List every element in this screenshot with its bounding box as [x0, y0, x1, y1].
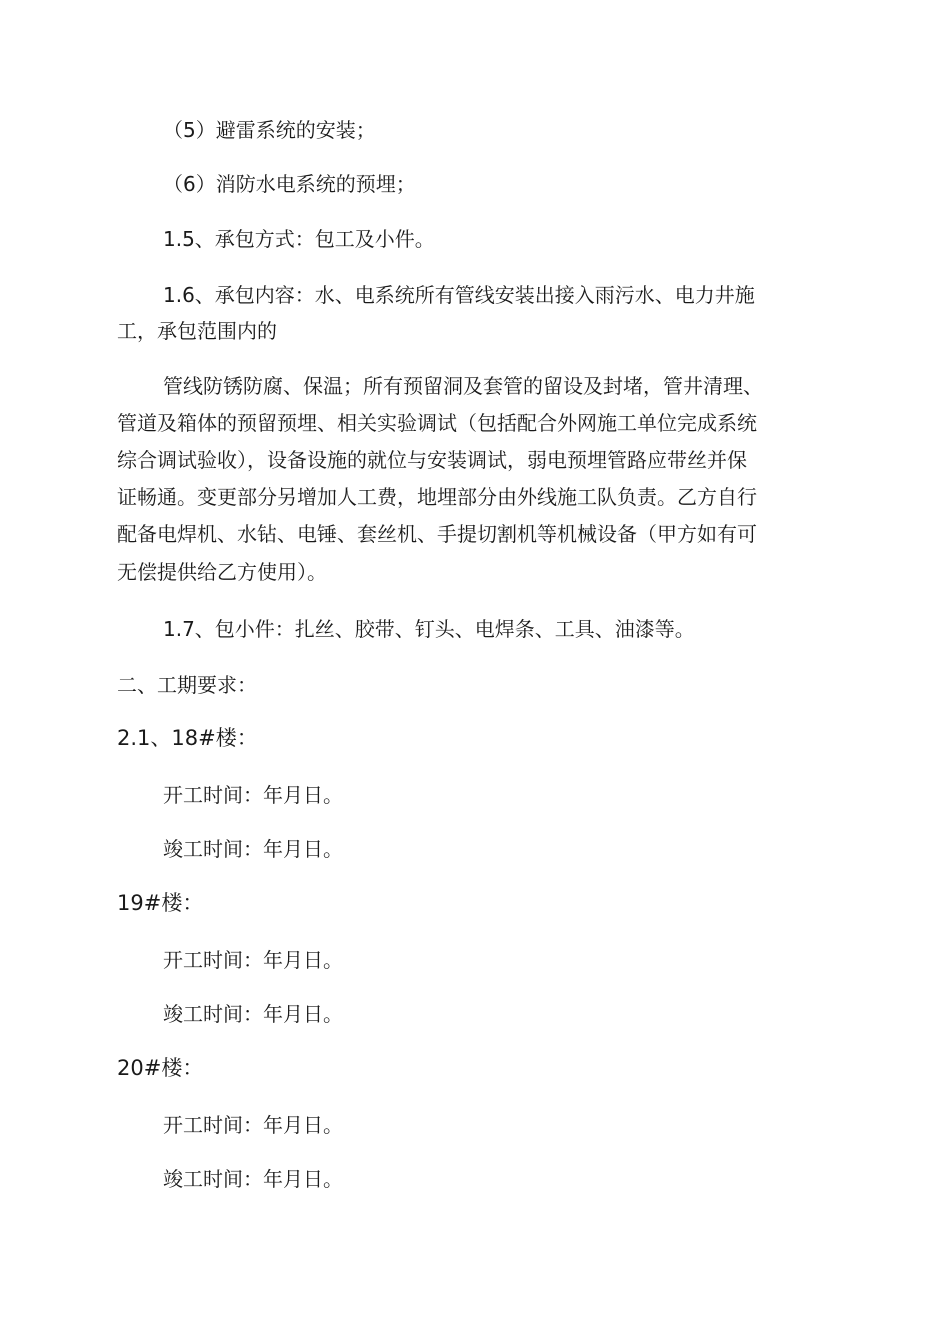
para-line-3: 综合调试验收），设备设施的就位与安装调试，弱电预埋管路应带丝并保 — [117, 448, 747, 472]
building-18-end: 竣工时间：年月日。 — [163, 837, 343, 861]
building-19-end: 竣工时间：年月日。 — [163, 1002, 343, 1026]
section-2-heading: 二、工期要求： — [117, 673, 257, 697]
building-20-heading: 20#楼： — [117, 1056, 204, 1080]
para-line-2: 管道及箱体的预留预埋、相关实验调试（包括配合外网施工单位完成系统 — [117, 411, 757, 435]
para-line-4: 证畅通。变更部分另增加人工费，地埋部分由外线施工队负责。乙方自行 — [117, 485, 757, 509]
section-1-6-line-1: 1.6、承包内容：水、电系统所有管线安装出接入雨污水、电力井施 — [163, 283, 755, 307]
item-lightning-protection: （5）避雷系统的安装； — [163, 118, 376, 142]
section-1-6-line-2: 工，承包范围内的 — [117, 319, 277, 343]
building-19-heading: 19#楼： — [117, 891, 204, 915]
building-19-start: 开工时间：年月日。 — [163, 948, 343, 972]
section-1-5: 1.5、承包方式：包工及小件。 — [163, 227, 435, 251]
building-20-start: 开工时间：年月日。 — [163, 1113, 343, 1137]
item-fire-system: （6）消防水电系统的预埋； — [163, 172, 416, 196]
building-18-heading: 2.1、18#楼： — [117, 726, 258, 750]
building-18-start: 开工时间：年月日。 — [163, 783, 343, 807]
para-line-6: 无偿提供给乙方使用）。 — [117, 560, 327, 584]
para-line-1: 管线防锈防腐、保温；所有预留洞及套管的留设及封堵，管井清理、 — [163, 374, 763, 398]
para-line-5: 配备电焊机、水钻、电锤、套丝机、手提切割机等机械设备（甲方如有可 — [117, 522, 757, 546]
building-20-end: 竣工时间：年月日。 — [163, 1167, 343, 1191]
section-1-7: 1.7、包小件：扎丝、胶带、钉头、电焊条、工具、油漆等。 — [163, 617, 695, 641]
